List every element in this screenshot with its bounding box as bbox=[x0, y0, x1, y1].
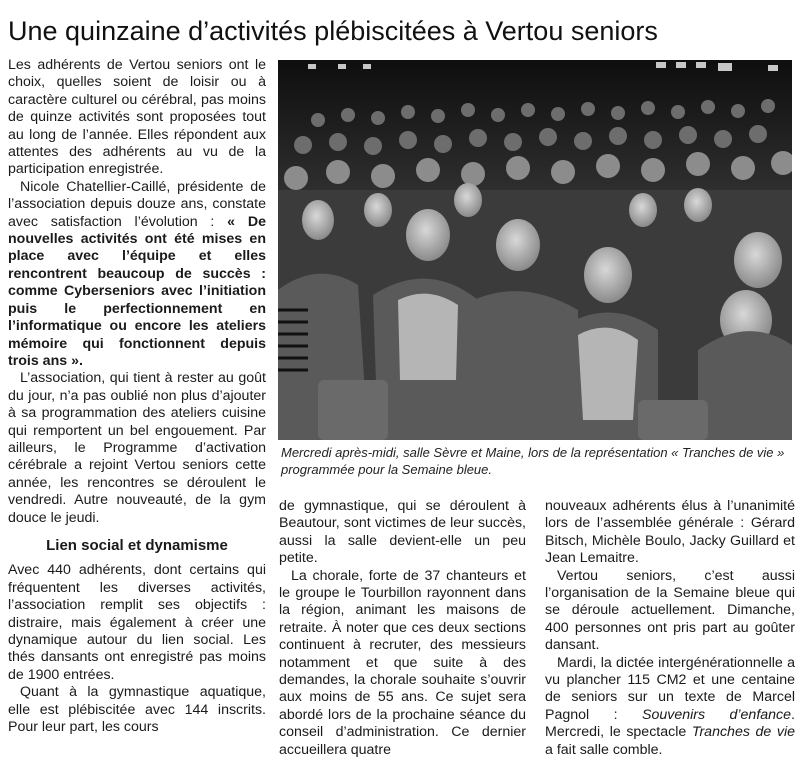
book-title: Souvenirs d’enfance bbox=[641, 706, 792, 723]
paragraph-semaine-bleue: Vertou seniors, c’est aussi l’organisation de la Semaine bleue qui se déroule actuellement. Dimanche, 400 personnes ont pris part au goûter dansant. bbox=[545, 567, 795, 654]
paragraph-gymnastics: de gymnastique, qui se déroulent à Beautour, sont victimes de leur succès, aussi la salle devient-elle un peu petite. bbox=[279, 498, 526, 567]
paragraph-activities: L’association, qui tient à rester au goût du jour, n’a pas oublié non plus d’ajouter à sa programmation des ateliers cuisine qui remportent un bel engouement. Par ailleurs, le Programme d’activation cérébrale a rejoint Vertou seniors cette année, les rencontres se déroulent le vendredi. Autre nouveauté, de la gym douce le jeudi. bbox=[8, 370, 266, 526]
column-1 bbox=[8, 57, 266, 736]
audience-photo-image bbox=[278, 60, 792, 440]
quote-text: « De nouvelles activités ont été mises en place avec l’équipe et elles rencontrent beaucoup de succès : comme Cyberseniors avec l’initiation puis le perfectionnement en l’informatique ou encore les ateliers mémoire qui fonctionnent depuis trois ans ». bbox=[8, 213, 266, 369]
paragraph-new-members: nouveaux adhérents élus à l’unanimité lors de l’assemblée générale : Gérard Bitsch, Michèle Boulo, Jacky Guillard et Jean Lemaitre. bbox=[545, 498, 795, 567]
paragraph-members: Avec 440 adhérents, dont certains qui fréquentent les diverses activités, l’association remplit ses objectifs : distraire, mais également à créer une dynamique autour du lien social. Les thés dansants ont enregistré pas moins de 1900 entrées. bbox=[8, 562, 266, 683]
dictee-text-a: Mardi, la dictée intergénérationnelle a vu plancher 115 CM2 et une centaine de seniors sur un texte de Marcel Pagnol : bbox=[545, 654, 795, 723]
headline: Une quinzaine d’activités plébiscitées à Vertou seniors bbox=[8, 16, 658, 46]
paragraph-choir: La chorale, forte de 37 chanteurs et le groupe le Tourbillon rayonnent dans la région, animant les maisons de retraite. À noter que ces deux sections continuent à recruter, des messieurs notamment et que suite à des demandes, la chorale souhaite s’ouvrir aux moins de 55 ans. Ce sujet sera abordé lors de la prochaine séance du conseil d’administration. Ce dernier accueillera quatre bbox=[279, 567, 526, 758]
photo-caption: Mercredi après-midi, salle Sèvre et Maine, lors de la représentation « Tranches de vie » programmée pour la Semaine bleue. bbox=[281, 445, 785, 477]
dictee-text-c: a fait salle comble. bbox=[545, 741, 663, 758]
column-2 bbox=[279, 498, 526, 759]
dictee-text-b: . Mercredi, le spectacle bbox=[545, 706, 795, 741]
subheading: Lien social et dynamisme bbox=[46, 536, 228, 554]
quote-intro: Nicole Chatellier-Caillé, présidente de l’association depuis douze ans, constate avec satisfaction l’évolution : bbox=[8, 178, 266, 230]
paragraph-dictee bbox=[545, 655, 795, 759]
paragraph-president-quote bbox=[8, 179, 266, 370]
show-title: Tranches de vie bbox=[691, 724, 795, 741]
paragraph-intro: Les adhérents de Vertou seniors ont le choix, quelles soient de loisir ou à caractère culturel ou cérébral, pas moins de quinze activités sont proposées tout au long de l’année. Elles répondent aux attentes des adhérents au vu de la participation enregistrée. bbox=[8, 57, 266, 178]
paragraph-aquagym: Quant à la gymnastique aquatique, elle est plébiscitée avec 144 inscrits. Pour leur part, les cours bbox=[8, 684, 266, 736]
audience-photo bbox=[278, 60, 792, 440]
column-3 bbox=[545, 498, 795, 759]
